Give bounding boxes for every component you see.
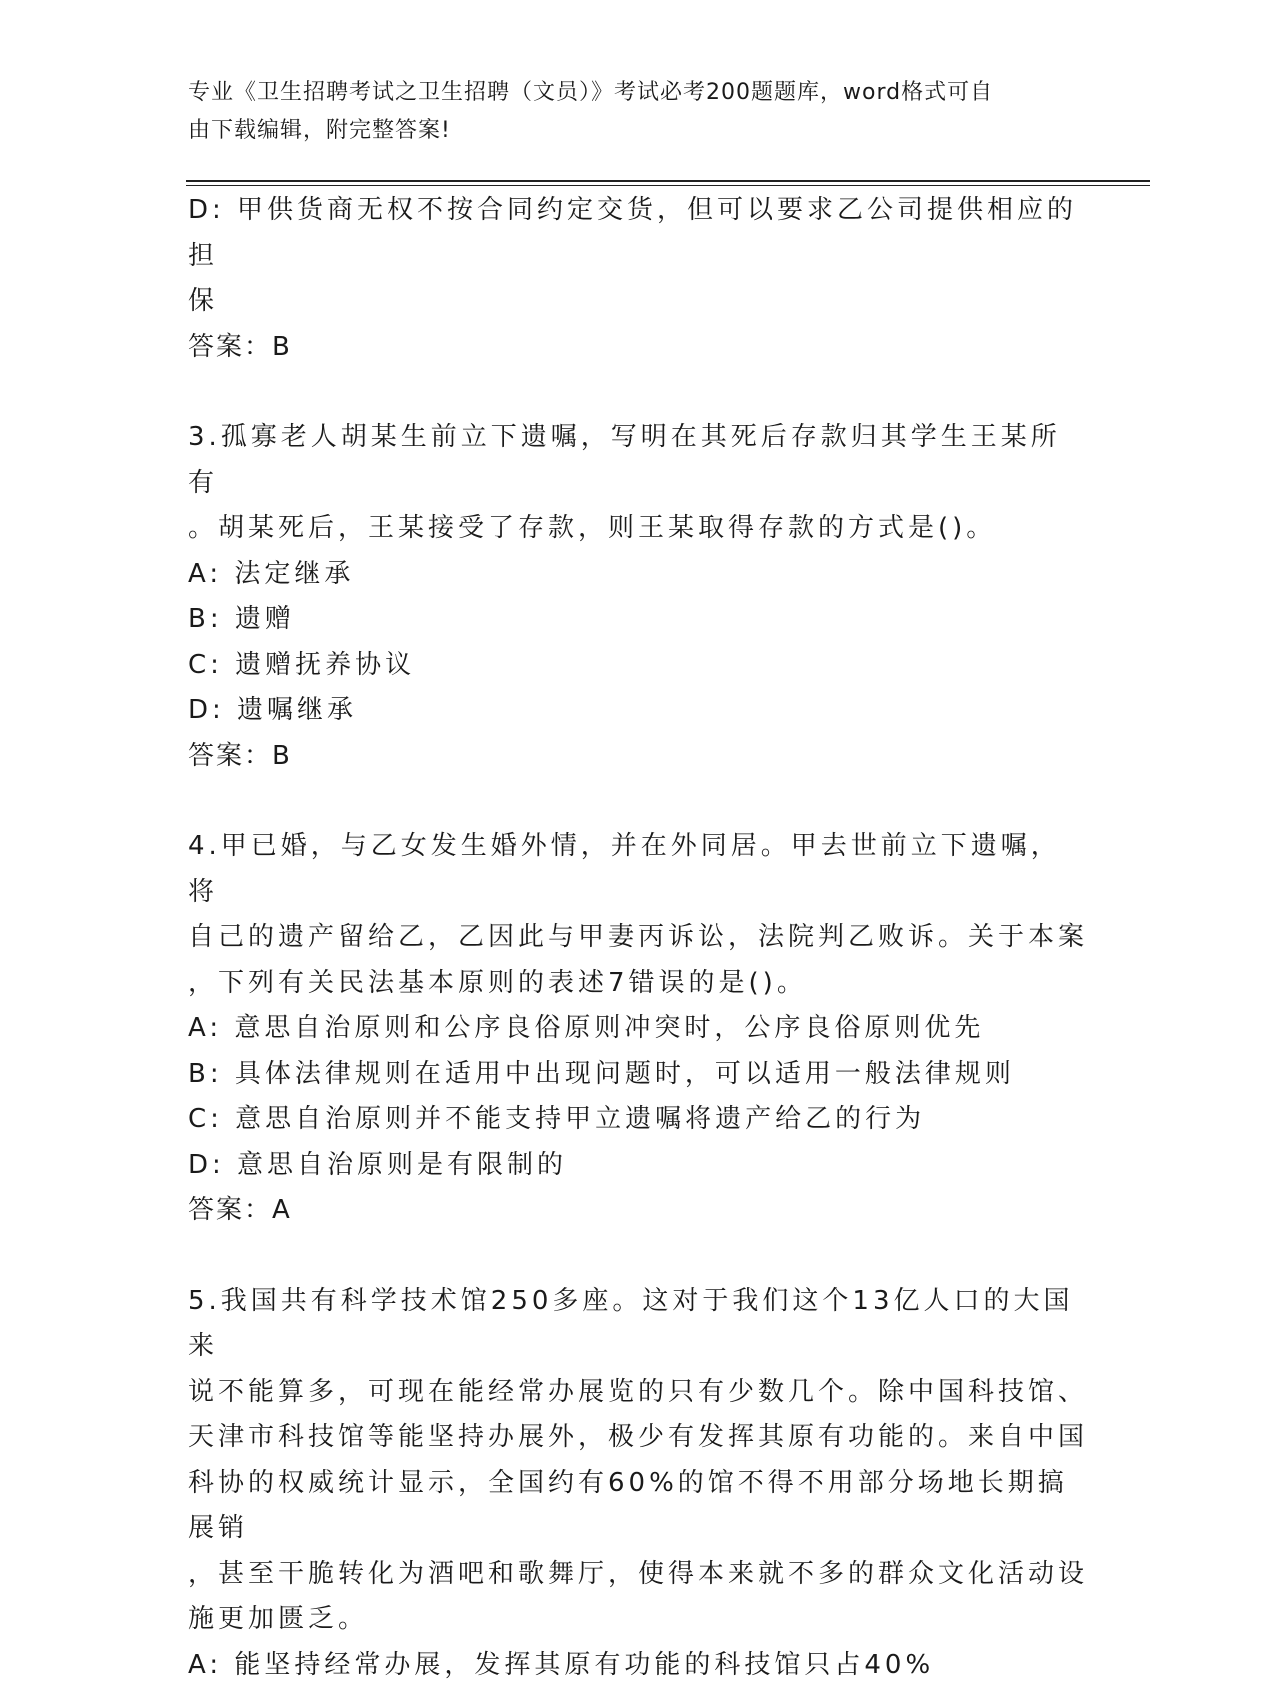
question-stem: 施更加匮乏。 [188,1597,1088,1643]
question-4 [188,824,1088,1234]
document-body [188,188,1088,1688]
answer: 答案：B [188,734,1088,780]
option-b: B: 遗赠 [188,597,1088,643]
option-c: C: 意思自治原则并不能支持甲立遗嘱将遗产给乙的行为 [188,1097,1088,1143]
question-2-tail [188,188,1088,370]
question-stem: 科协的权威统计显示，全国约有60%的馆不得不用部分场地长期搞展销 [188,1461,1088,1552]
option-d-continued: 保 [188,279,1088,325]
header-line-1: 专业《卫生招聘考试之卫生招聘（文员）》考试必考200题题库，word格式可自 [188,74,1068,112]
question-stem: 自己的遗产留给乙，乙因此与甲妻丙诉讼，法院判乙败诉。关于本案 [188,915,1088,961]
option-d: D: 甲供货商无权不按合同约定交货，但可以要求乙公司提供相应的担 [188,188,1088,279]
question-stem: 天津市科技馆等能坚持办展外，极少有发挥其原有功能的。来自中国 [188,1415,1088,1461]
answer: 答案：B [188,325,1088,371]
question-stem: ，下列有关民法基本原则的表述7错误的是()。 [188,961,1088,1007]
option-d: D: 遗嘱继承 [188,688,1088,734]
document-header [188,74,1068,150]
question-stem: 说不能算多，可现在能经常办展览的只有少数几个。除中国科技馆、 [188,1370,1088,1416]
question-stem: 。胡某死后，王某接受了存款，则王某取得存款的方式是()。 [188,506,1088,552]
option-a: A: 能坚持经常办展，发挥其原有功能的科技馆只占40% [188,1643,1088,1688]
header-rule-thin [186,185,1150,186]
option-a: A: 意思自治原则和公序良俗原则冲突时，公序良俗原则优先 [188,1006,1088,1052]
option-a: A: 法定继承 [188,552,1088,598]
header-line-2: 由下载编辑，附完整答案! [188,112,1068,150]
question-stem: 3.孤寡老人胡某生前立下遗嘱，写明在其死后存款归其学生王某所有 [188,415,1088,506]
question-stem: ，甚至干脆转化为酒吧和歌舞厅，使得本来就不多的群众文化活动设 [188,1552,1088,1598]
question-3 [188,415,1088,779]
question-stem: 4.甲已婚，与乙女发生婚外情，并在外同居。甲去世前立下遗嘱，将 [188,824,1088,915]
option-d: D: 意思自治原则是有限制的 [188,1143,1088,1189]
option-c: C: 遗赠抚养协议 [188,643,1088,689]
answer: 答案：A [188,1188,1088,1234]
question-stem: 5.我国共有科学技术馆250多座。这对于我们这个13亿人口的大国来 [188,1279,1088,1370]
header-rule-thick [186,180,1150,182]
question-5 [188,1279,1088,1688]
option-b: B: 具体法律规则在适用中出现问题时，可以适用一般法律规则 [188,1052,1088,1098]
